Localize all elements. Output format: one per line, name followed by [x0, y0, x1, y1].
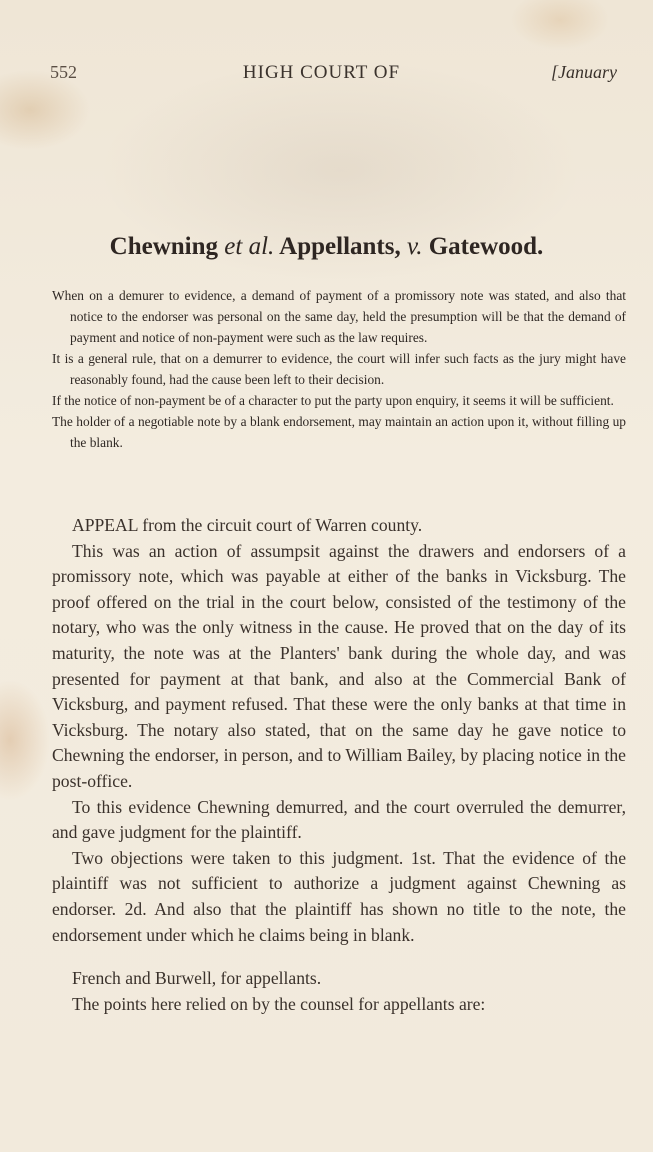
syllabus-item: It is a general rule, that on a demurrer to evidence, the court will infer such facts as the jury might have reasonably found, had the cause been left to their decision.	[52, 351, 626, 387]
case-title-versus: v.	[406, 233, 423, 260]
body-paragraph: APPEAL from the circuit court of Warren county.	[72, 515, 423, 535]
case-title-party-3: Gatewood.	[422, 233, 544, 260]
body-text	[52, 513, 626, 1017]
syllabus-item: When on a demurer to evidence, a demand of payment of a promissory note was stated, and also that notice to the endorser was personal on the same day, held the presumption will be that the demand of payment and notice of non-payment were such as the law requires.	[52, 288, 626, 345]
case-title	[0, 233, 653, 261]
month-label: [January	[551, 62, 617, 82]
case-title-party-2: Appellants,	[274, 233, 407, 260]
paragraph-gap	[52, 948, 626, 966]
syllabus-item: The holder of a negotiable note by a blank endorsement, may maintain an action upon it, without filling up the blank.	[52, 414, 626, 450]
page-number: 552	[50, 62, 77, 82]
syllabus-item: If the notice of non-payment be of a character to put the party upon enquiry, it seems it will be sufficient.	[52, 393, 614, 408]
body-paragraph: This was an action of assumpsit against the drawers and endorsers of a promissory note, which was payable at either of the banks in Vicksburg. The proof offered on the trial in the court below, consisted of the testimony of the notary, who was the only witness in the cause. He proved that on the day of its maturity, the note was at the Planters' bank during the whole day, and was presented for payment at that bank, and also at the Commercial Bank of Vicksburg, and payment refused. That these were the only banks at that time in Vicksburg. The notary also stated, that on the same day he gave notice to Chewning the endorser, in person, and to William Bailey, by placing notice in the post-office.	[52, 540, 626, 791]
syllabus	[52, 285, 626, 453]
body-paragraph: The points here relied on by the counsel for appellants are:	[72, 993, 486, 1014]
running-head: HIGH COURT OF	[242, 62, 401, 83]
case-title-party-1: Chewning	[109, 233, 219, 260]
body-paragraph: To this evidence Chewning demurred, and the court overruled the demurrer, and gave judgment for the plaintiff.	[52, 796, 626, 843]
body-paragraph: Two objections were taken to this judgment. 1st. That the evidence of the plaintiff was not sufficient to authorize a judgment against Chewning as endorser. 2d. And also that the plaintiff has shown no title to the note, the endorsement under which he claims being in blank.	[52, 847, 626, 945]
case-title-et-al: et al.	[224, 233, 275, 260]
page-header	[50, 62, 617, 86]
body-paragraph: French and Burwell, for appellants.	[72, 968, 322, 989]
